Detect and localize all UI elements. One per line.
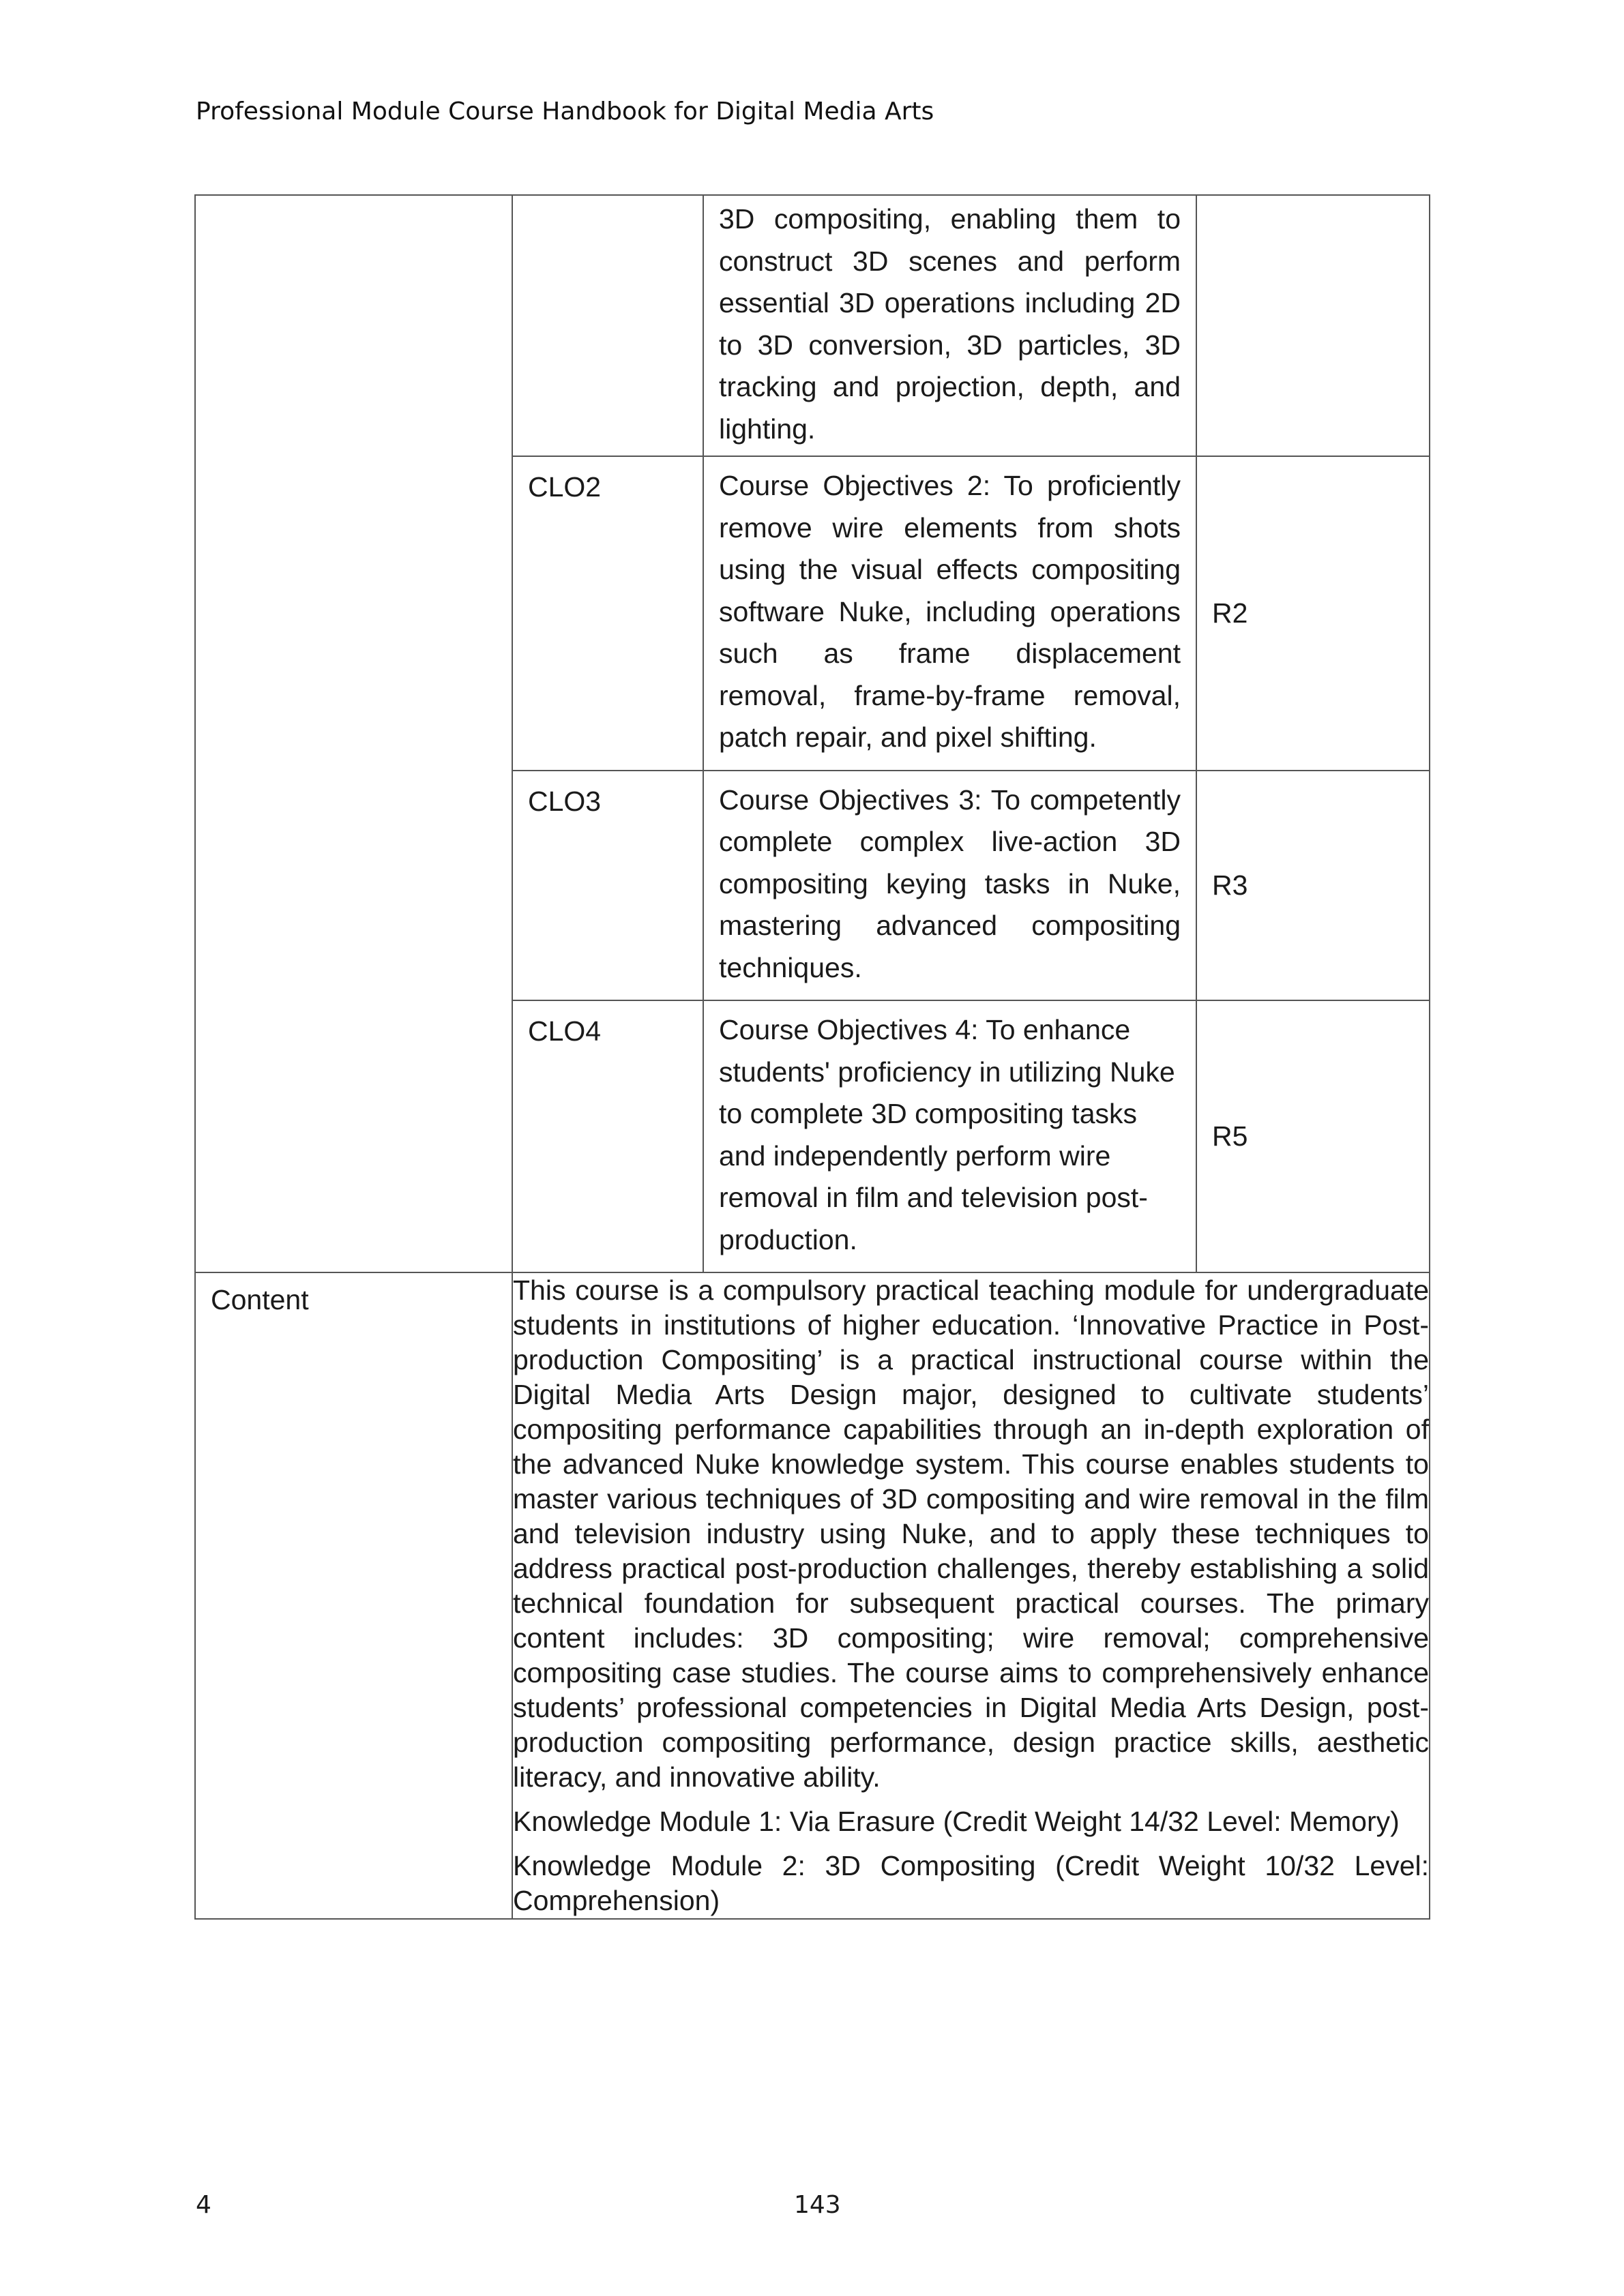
ref-cell <box>1196 771 1430 1001</box>
objective-row-continued <box>195 195 1430 456</box>
ref-code: R5 <box>1212 1120 1248 1152</box>
content-label-cell <box>195 1272 512 1919</box>
clo-code: CLO2 <box>528 471 602 503</box>
content-label: Content <box>211 1284 309 1315</box>
footer-page-number-left: 4 <box>196 2191 211 2219</box>
clo-code <box>513 196 703 215</box>
row-label-cell-empty <box>195 195 512 1272</box>
content-paragraph: This course is a compulsory practical teaching module for undergraduate students in institutions of higher education. ‘Innovative Practice in Post-production Compositing’ is a practical instructional course within the Digital Media Arts Design major, designed to cultivate students’ compositing performance capabilities through an in-depth exploration of the advanced Nuke knowledge system. This course enables students to master various techniques of 3D compositing and wire removal in the film and television industry using Nuke, and to apply these techniques to address practical post-production challenges, thereby establishing a solid technical foundation for subsequent practical courses. The primary content includes: 3D compositing; wire removal; comprehensive compositing case studies. The course aims to comprehensively enhance students’ professional competencies in Digital Media Arts Design, post-production compositing performance, design practice skills, aesthetic literacy, and innovative ability. <box>513 1274 1429 1793</box>
objective-text: Course Objectives 2: To proficiently remove wire elements from shots using the visual effects compositing software Nuke, including operations such as frame displacement removal, frame-by-frame removal, patch repair, and pixel shifting. <box>719 470 1181 753</box>
clo-code: CLO3 <box>528 785 602 817</box>
objective-text-cell <box>703 456 1196 771</box>
clo-code: CLO4 <box>528 1015 602 1047</box>
clo-code-cell <box>512 1000 703 1272</box>
ref-cell <box>1196 456 1430 771</box>
clo-code-cell <box>512 771 703 1001</box>
ref-cell <box>1196 1000 1430 1272</box>
objective-text: Course Objectives 3: To competently complete complex live-action 3D compositing keying tasks in Nuke, mastering advanced compositing techniques. <box>719 784 1181 983</box>
objective-text-cell <box>703 195 1196 456</box>
ref-code: R3 <box>1212 869 1248 901</box>
ref-code: R2 <box>1212 597 1248 629</box>
footer-page-number-center: 143 <box>794 2191 841 2219</box>
objective-text: Course Objectives 4: To enhance students' proficiency in utilizing Nuke to complete 3D compositing tasks and independently perform wire removal in film and television post-production. <box>719 1014 1175 1255</box>
clo-code-cell <box>512 195 703 456</box>
objective-text-cell <box>703 1000 1196 1272</box>
objective-text: 3D compositing, enabling them to construct 3D scenes and perform essential 3D operations including 2D to 3D conversion, 3D particles, 3D tracking and projection, depth, and lighting. <box>719 203 1181 445</box>
course-table <box>194 194 1430 1920</box>
content-body-cell <box>512 1272 1430 1919</box>
knowledge-module-1: Knowledge Module 1: Via Erasure (Credit Weight 14/32 Level: Memory) <box>513 1806 1400 1837</box>
page-header: Professional Module Course Handbook for Digital Media Arts <box>196 98 934 125</box>
objective-text-cell <box>703 771 1196 1001</box>
clo-code-cell <box>512 456 703 771</box>
knowledge-module-2: Knowledge Module 2: 3D Compositing (Credit Weight 10/32 Level: Comprehension) <box>513 1850 1429 1916</box>
content-row <box>195 1272 1430 1919</box>
ref-cell <box>1196 195 1430 456</box>
